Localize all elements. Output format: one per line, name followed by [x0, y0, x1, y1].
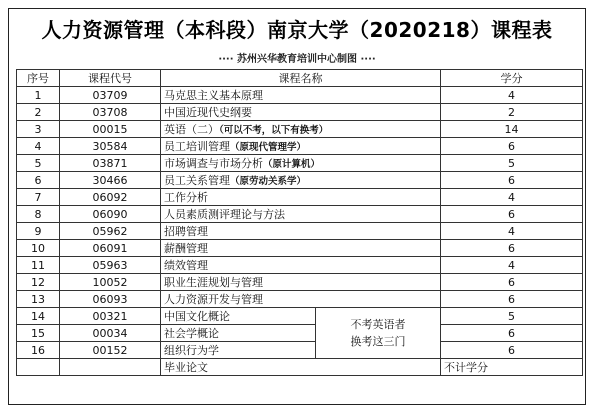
row-name-cell — [161, 138, 441, 155]
row-credit: 5 — [441, 308, 583, 325]
row-name: 人员素质测评理论与方法 — [164, 208, 285, 221]
row-credit: 6 — [441, 342, 583, 359]
row-credit: 6 — [441, 240, 583, 257]
row-no: 16 — [17, 342, 60, 359]
row-code: 00321 — [60, 308, 161, 325]
row-credit: 6 — [441, 206, 583, 223]
row-no: 5 — [17, 155, 60, 172]
header-no: 序号 — [17, 70, 60, 87]
row-name: 马克思主义基本原理 — [164, 89, 263, 102]
row-credit: 4 — [441, 257, 583, 274]
row-name-cell — [161, 257, 441, 274]
row-credit: 4 — [441, 87, 583, 104]
row-code: 05963 — [60, 257, 161, 274]
table-row-alternative — [17, 342, 583, 359]
table-row-thesis — [17, 359, 583, 376]
table-row — [17, 121, 583, 138]
row-code: 30584 — [60, 138, 161, 155]
row-code: 00015 — [60, 121, 161, 138]
row-name-cell — [161, 104, 441, 121]
row-note: （原计算机） — [263, 159, 321, 170]
table-row — [17, 172, 583, 189]
header-credit: 学分 — [441, 70, 583, 87]
row-name-cell — [161, 291, 441, 308]
row-no: 14 — [17, 308, 60, 325]
table-row — [17, 87, 583, 104]
row-name: 市场调查与市场分析 — [164, 157, 263, 170]
alternative-note-line2: 换考这三门 — [350, 335, 406, 348]
row-code: 05962 — [60, 223, 161, 240]
row-name: 中国近现代史纲要 — [164, 106, 252, 119]
table-row-alternative — [17, 325, 583, 342]
row-code: 03709 — [60, 87, 161, 104]
row-code: 06090 — [60, 206, 161, 223]
row-name-cell — [161, 155, 441, 172]
row-name-cell — [161, 223, 441, 240]
row-credit: 6 — [441, 274, 583, 291]
row-credit: 2 — [441, 104, 583, 121]
row-name: 组织行为学 — [161, 342, 316, 359]
table-row — [17, 240, 583, 257]
row-name: 薪酬管理 — [164, 242, 208, 255]
table-row — [17, 189, 583, 206]
table-row — [17, 291, 583, 308]
row-no: 1 — [17, 87, 60, 104]
row-name: 员工培训管理 — [164, 140, 230, 153]
thesis-name: 毕业论文 — [161, 359, 441, 376]
row-code: 06091 — [60, 240, 161, 257]
row-credit: 6 — [441, 172, 583, 189]
row-name: 中国文化概论 — [161, 308, 316, 325]
row-name: 社会学概论 — [161, 325, 316, 342]
table-row — [17, 138, 583, 155]
row-no: 4 — [17, 138, 60, 155]
row-code: 03871 — [60, 155, 161, 172]
row-no: 2 — [17, 104, 60, 121]
row-name: 职业生涯规划与管理 — [164, 276, 263, 289]
row-note: （原现代管理学） — [230, 142, 307, 153]
row-no: 7 — [17, 189, 60, 206]
row-credit: 6 — [441, 325, 583, 342]
thesis-no — [17, 359, 60, 376]
row-no: 13 — [17, 291, 60, 308]
header-code: 课程代号 — [60, 70, 161, 87]
table-row — [17, 223, 583, 240]
row-name: 英语（二） — [164, 123, 219, 136]
row-name-cell — [161, 274, 441, 291]
row-no: 3 — [17, 121, 60, 138]
course-table — [16, 69, 583, 376]
row-name: 招聘管理 — [164, 225, 208, 238]
row-note: （可以不考，以下有换考） — [219, 125, 329, 136]
table-row — [17, 257, 583, 274]
row-name-cell — [161, 121, 441, 138]
row-credit: 6 — [441, 291, 583, 308]
table-row-alternative — [17, 308, 583, 325]
row-credit: 14 — [441, 121, 583, 138]
row-name-cell — [161, 87, 441, 104]
row-no: 11 — [17, 257, 60, 274]
row-code: 00034 — [60, 325, 161, 342]
row-name-cell — [161, 172, 441, 189]
table-row — [17, 206, 583, 223]
table-row — [17, 104, 583, 121]
thesis-code — [60, 359, 161, 376]
thesis-credit: 不计学分 — [441, 359, 583, 376]
row-no: 10 — [17, 240, 60, 257]
table-row — [17, 155, 583, 172]
row-code: 10052 — [60, 274, 161, 291]
row-name: 人力资源开发与管理 — [164, 293, 263, 306]
page-title: 人力资源管理（本科段）南京大学（2020218）课程表 — [41, 18, 553, 42]
row-code: 00152 — [60, 342, 161, 359]
table-row — [17, 274, 583, 291]
row-name-cell — [161, 206, 441, 223]
row-code: 03708 — [60, 104, 161, 121]
row-credit: 4 — [441, 189, 583, 206]
row-credit: 5 — [441, 155, 583, 172]
row-no: 9 — [17, 223, 60, 240]
row-no: 6 — [17, 172, 60, 189]
row-name-cell — [161, 240, 441, 257]
row-code: 30466 — [60, 172, 161, 189]
alternative-note-line1: 不考英语者 — [350, 318, 406, 331]
row-name: 绩效管理 — [164, 259, 208, 272]
row-credit: 6 — [441, 138, 583, 155]
row-name-cell — [161, 189, 441, 206]
row-name: 员工关系管理 — [164, 174, 230, 187]
header-name: 课程名称 — [161, 70, 441, 87]
row-no: 15 — [17, 325, 60, 342]
row-code: 06092 — [60, 189, 161, 206]
row-credit: 4 — [441, 223, 583, 240]
row-name: 工作分析 — [164, 191, 208, 204]
alternative-note — [316, 308, 441, 359]
row-code: 06093 — [60, 291, 161, 308]
table-header-row — [17, 70, 583, 87]
row-no: 12 — [17, 274, 60, 291]
row-note: （原劳动关系学） — [230, 176, 307, 187]
row-no: 8 — [17, 206, 60, 223]
page-subtitle: ···· 苏州兴华教育培训中心制图 ···· — [218, 54, 376, 65]
